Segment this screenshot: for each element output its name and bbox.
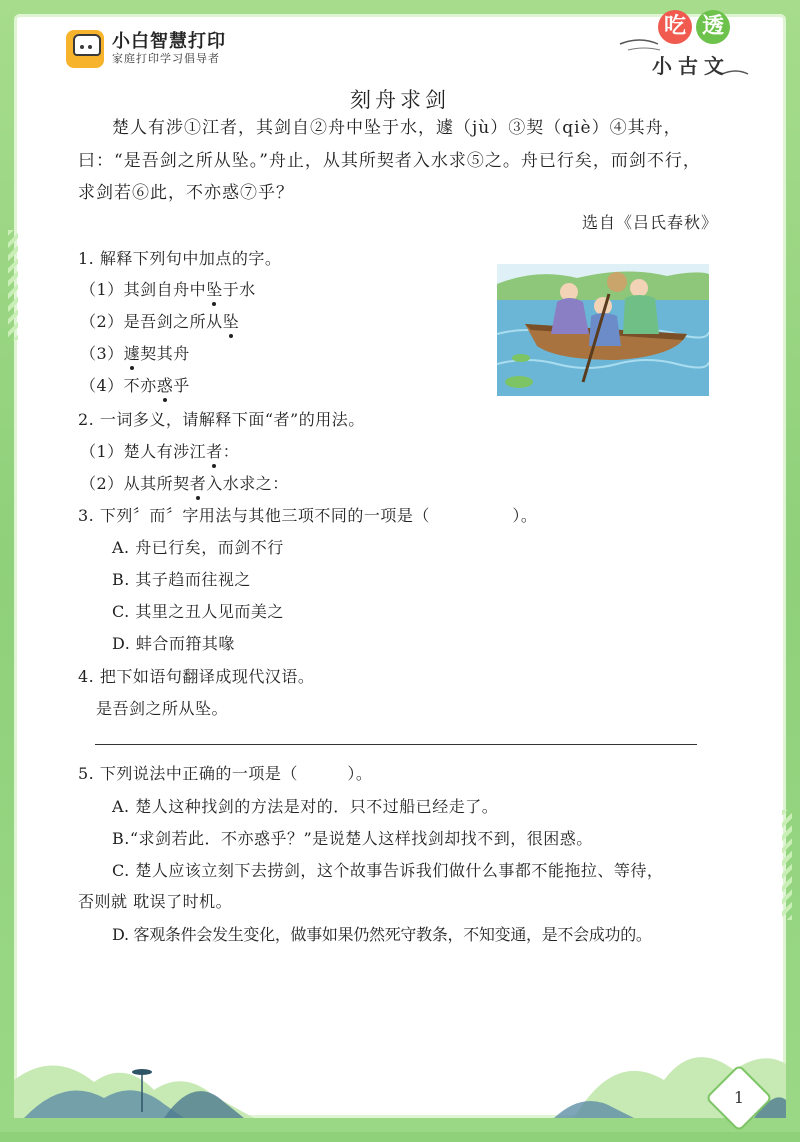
q5-option-b: B.“求剑若此．不亦惑乎？”是说楚人这样找剑却找不到，很困惑。 xyxy=(112,829,593,848)
q1-item-1: （1）其剑自舟中坠于水 xyxy=(80,280,256,299)
q1-item-3: （3）遽契其舟 xyxy=(80,344,190,363)
q3-option-a: A. 舟已行矣，而剑不行 xyxy=(112,538,284,557)
brand-subtitle: 小古文 xyxy=(652,54,730,78)
q2-stem: 2. 一词多义，请解释下面“者”的用法。 xyxy=(78,410,365,429)
q1-stem: 1. 解释下列句中加点的字。 xyxy=(78,249,282,268)
passage-line-1: 楚人有涉①江者，其剑自②舟中坠于水，遽（jù）③契（qiè）④其舟， xyxy=(112,118,682,138)
hills-decoration xyxy=(14,1020,786,1118)
logo-subtitle: 家庭打印学习倡导者 xyxy=(112,52,220,65)
right-stripe-decoration xyxy=(782,810,792,920)
source-citation: 选自《吕氏春秋》 xyxy=(581,213,718,232)
story-illustration xyxy=(497,264,709,396)
boat-scene-icon xyxy=(497,264,709,396)
q4-stem: 4. 把下如语句翻译成现代汉语。 xyxy=(78,667,315,686)
brand-char-2: 透 xyxy=(696,10,730,44)
q5-option-d: D. 客观条件会发生变化，做事如果仍然死守教条，不知变通，是不会成功的。 xyxy=(112,925,652,944)
brand-char-1: 吃 xyxy=(658,10,692,44)
logo-title: 小白智慧打印 xyxy=(112,31,226,52)
q1-item-2: （2）是吾剑之所从坠 xyxy=(80,312,240,331)
q1-item-4: （4）不亦惑乎 xyxy=(80,376,190,395)
page-number: 1 xyxy=(733,1088,745,1107)
brand-mark xyxy=(610,10,750,80)
answer-line xyxy=(95,744,697,745)
q3-option-c: C. 其里之丑人见而美之 xyxy=(112,602,284,621)
q4-sentence: 是吾剑之所从坠。 xyxy=(96,699,229,718)
q3-stem: 3. 下列〞而〞字用法与其他三项不同的一项是（ ）。 xyxy=(78,506,538,525)
passage-line-2: 曰：“是吾剑之所从坠。”舟止，从其所契者入水求⑤之。舟已行矣，而剑不行， xyxy=(78,151,701,171)
page-title: 刻舟求剑 xyxy=(350,88,450,112)
q5-stem: 5. 下列说法中正确的一项是（ ）。 xyxy=(78,764,373,783)
passage-line-3: 求剑若⑥此，不亦惑⑦乎？ xyxy=(78,183,294,203)
q5-option-c: C. 楚人应该立刻下去捞剑，这个故事告诉我们做什么事都不能拖拉、等待， xyxy=(112,861,664,880)
logo xyxy=(66,30,226,68)
logo-icon xyxy=(66,30,104,68)
q5-option-a: A. 楚人这种找剑的方法是对的．只不过船已经走了。 xyxy=(112,797,499,816)
q2-item-1: （1）楚人有涉江者： xyxy=(80,442,240,461)
q3-option-d: D. 蚌合而箝其喙 xyxy=(112,634,235,653)
q3-option-b: B. 其子趋而往视之 xyxy=(112,570,251,589)
left-stripe-decoration xyxy=(8,230,18,340)
q5-option-c-cont: 否则就 耽误了时机。 xyxy=(78,892,233,911)
q2-item-2: （2）从其所契者入水求之： xyxy=(80,474,289,493)
